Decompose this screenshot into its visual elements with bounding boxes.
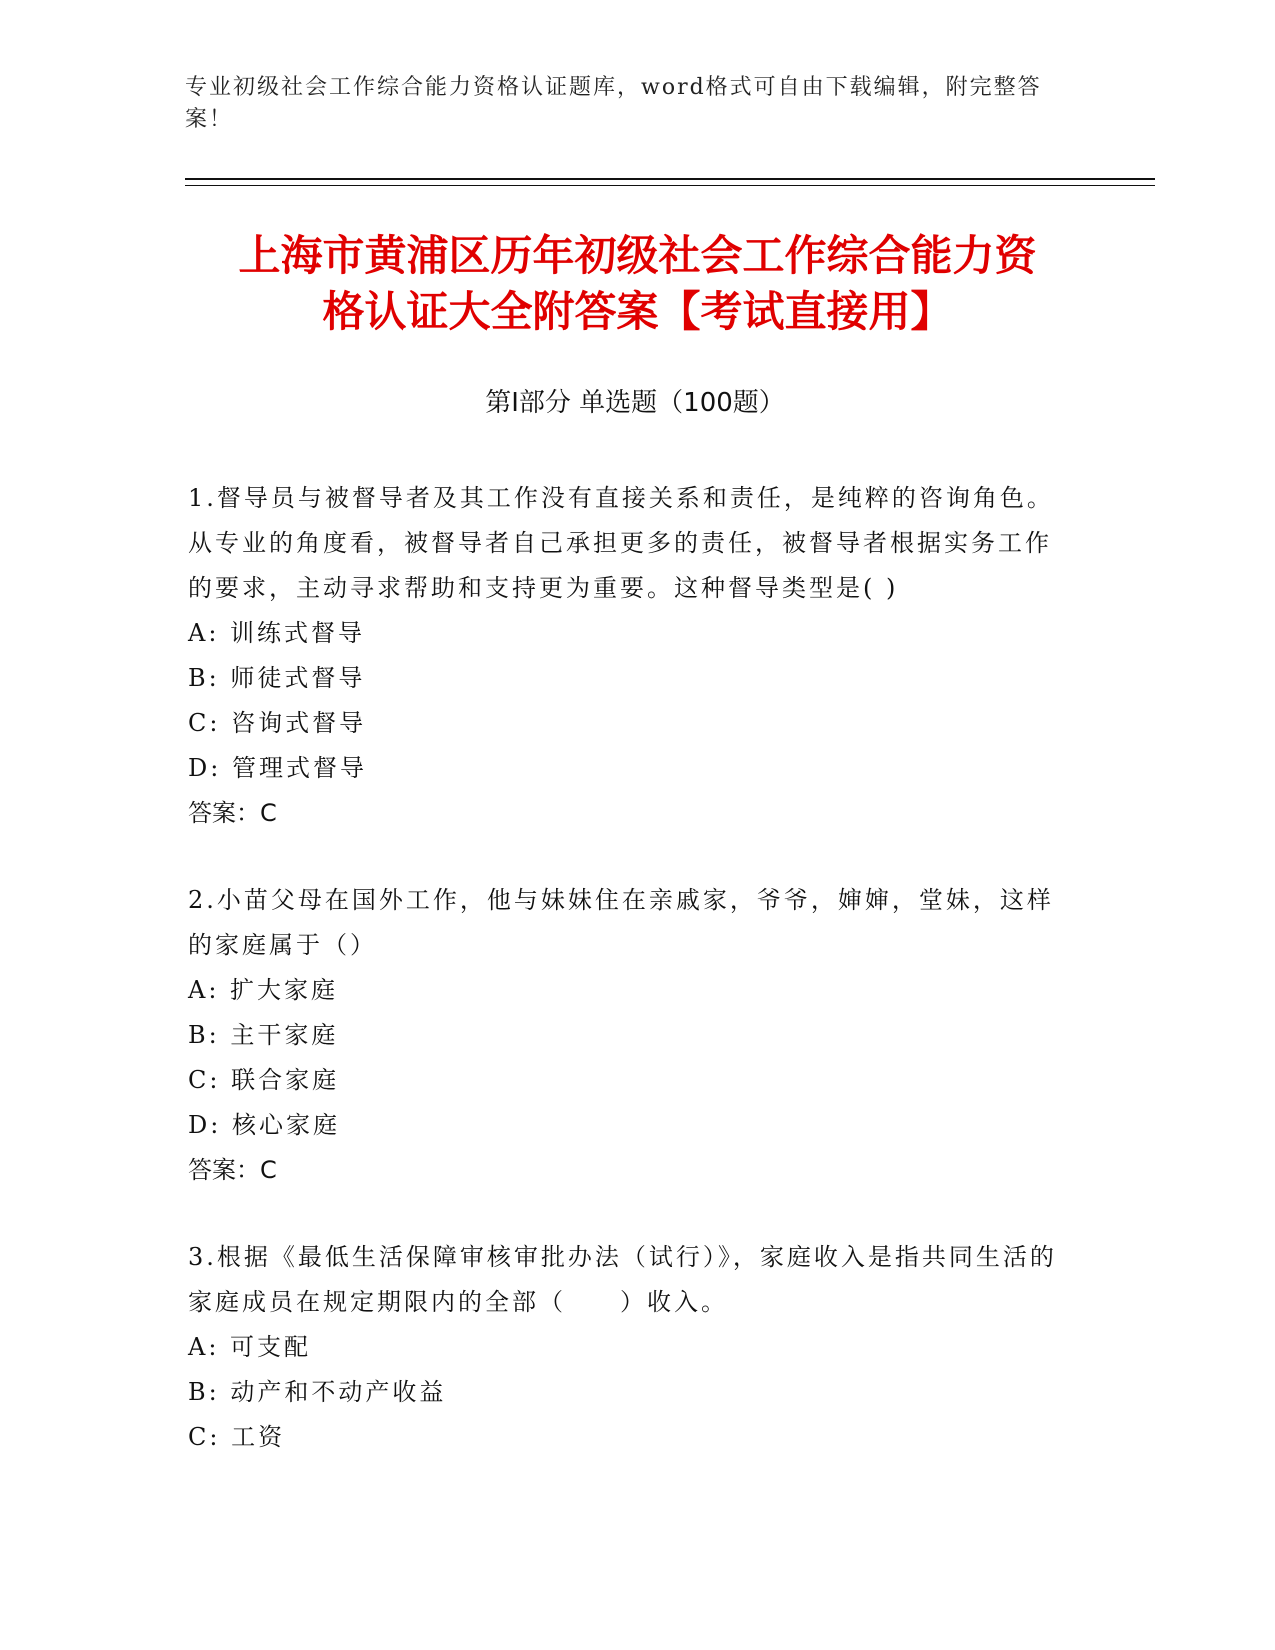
- option-c: C: 工资: [188, 1423, 286, 1451]
- question-1: [188, 476, 1068, 836]
- question-list: [188, 476, 1068, 1502]
- option-c: C: 联合家庭: [188, 1066, 340, 1094]
- answer-line: [188, 791, 1068, 836]
- answer-value: C: [260, 799, 277, 827]
- option-d: D: 核心家庭: [188, 1111, 340, 1139]
- question-stem: 2.小苗父母在国外工作，他与妹妹住在亲戚家，爷爷，婶婶，堂妹，这样的家庭属于（）: [188, 886, 1054, 959]
- option-a: A: 扩大家庭: [188, 976, 339, 1004]
- question-2: [188, 878, 1068, 1193]
- option-b: B: 主干家庭: [188, 1021, 339, 1049]
- question-stem: 3.根据《最低生活保障审核审批办法（试行）》，家庭收入是指共同生活的家庭成员在规定期限内的全部（ ）收入。: [188, 1243, 1057, 1316]
- document-title-line-2: 格认证大全附答案【考试直接用】: [322, 287, 953, 336]
- option-d: D: 管理式督导: [188, 754, 367, 782]
- option-a: A: 训练式督导: [188, 619, 366, 647]
- document-title: [150, 228, 1125, 340]
- header-rule-thick: [185, 178, 1155, 180]
- document-title-line-1: 上海市黄浦区历年初级社会工作综合能力资: [238, 231, 1037, 280]
- option-b: B: 师徒式督导: [188, 664, 366, 692]
- header-rule-thin: [185, 185, 1155, 186]
- question-3: [188, 1235, 1068, 1460]
- answer-label: 答案：: [188, 799, 260, 827]
- answer-line: [188, 1148, 1068, 1193]
- header-note: 专业初级社会工作综合能力资格认证题库，word格式可自由下载编辑，附完整答案！: [185, 75, 1042, 132]
- section-title: 第Ⅰ部分 单选题（100题）: [485, 388, 785, 418]
- option-b: B: 动产和不动产收益: [188, 1378, 447, 1406]
- question-stem: 1.督导员与被督导者及其工作没有直接关系和责任，是纯粹的咨询角色。从专业的角度看，被督导者自己承担更多的责任，被督导者根据实务工作的要求，主动寻求帮助和支持更为重要。这种督导类型是( ): [188, 484, 1054, 602]
- answer-label: 答案：: [188, 1156, 260, 1184]
- option-c: C: 咨询式督导: [188, 709, 367, 737]
- answer-value: C: [260, 1156, 277, 1184]
- option-a: A: 可支配: [188, 1333, 312, 1361]
